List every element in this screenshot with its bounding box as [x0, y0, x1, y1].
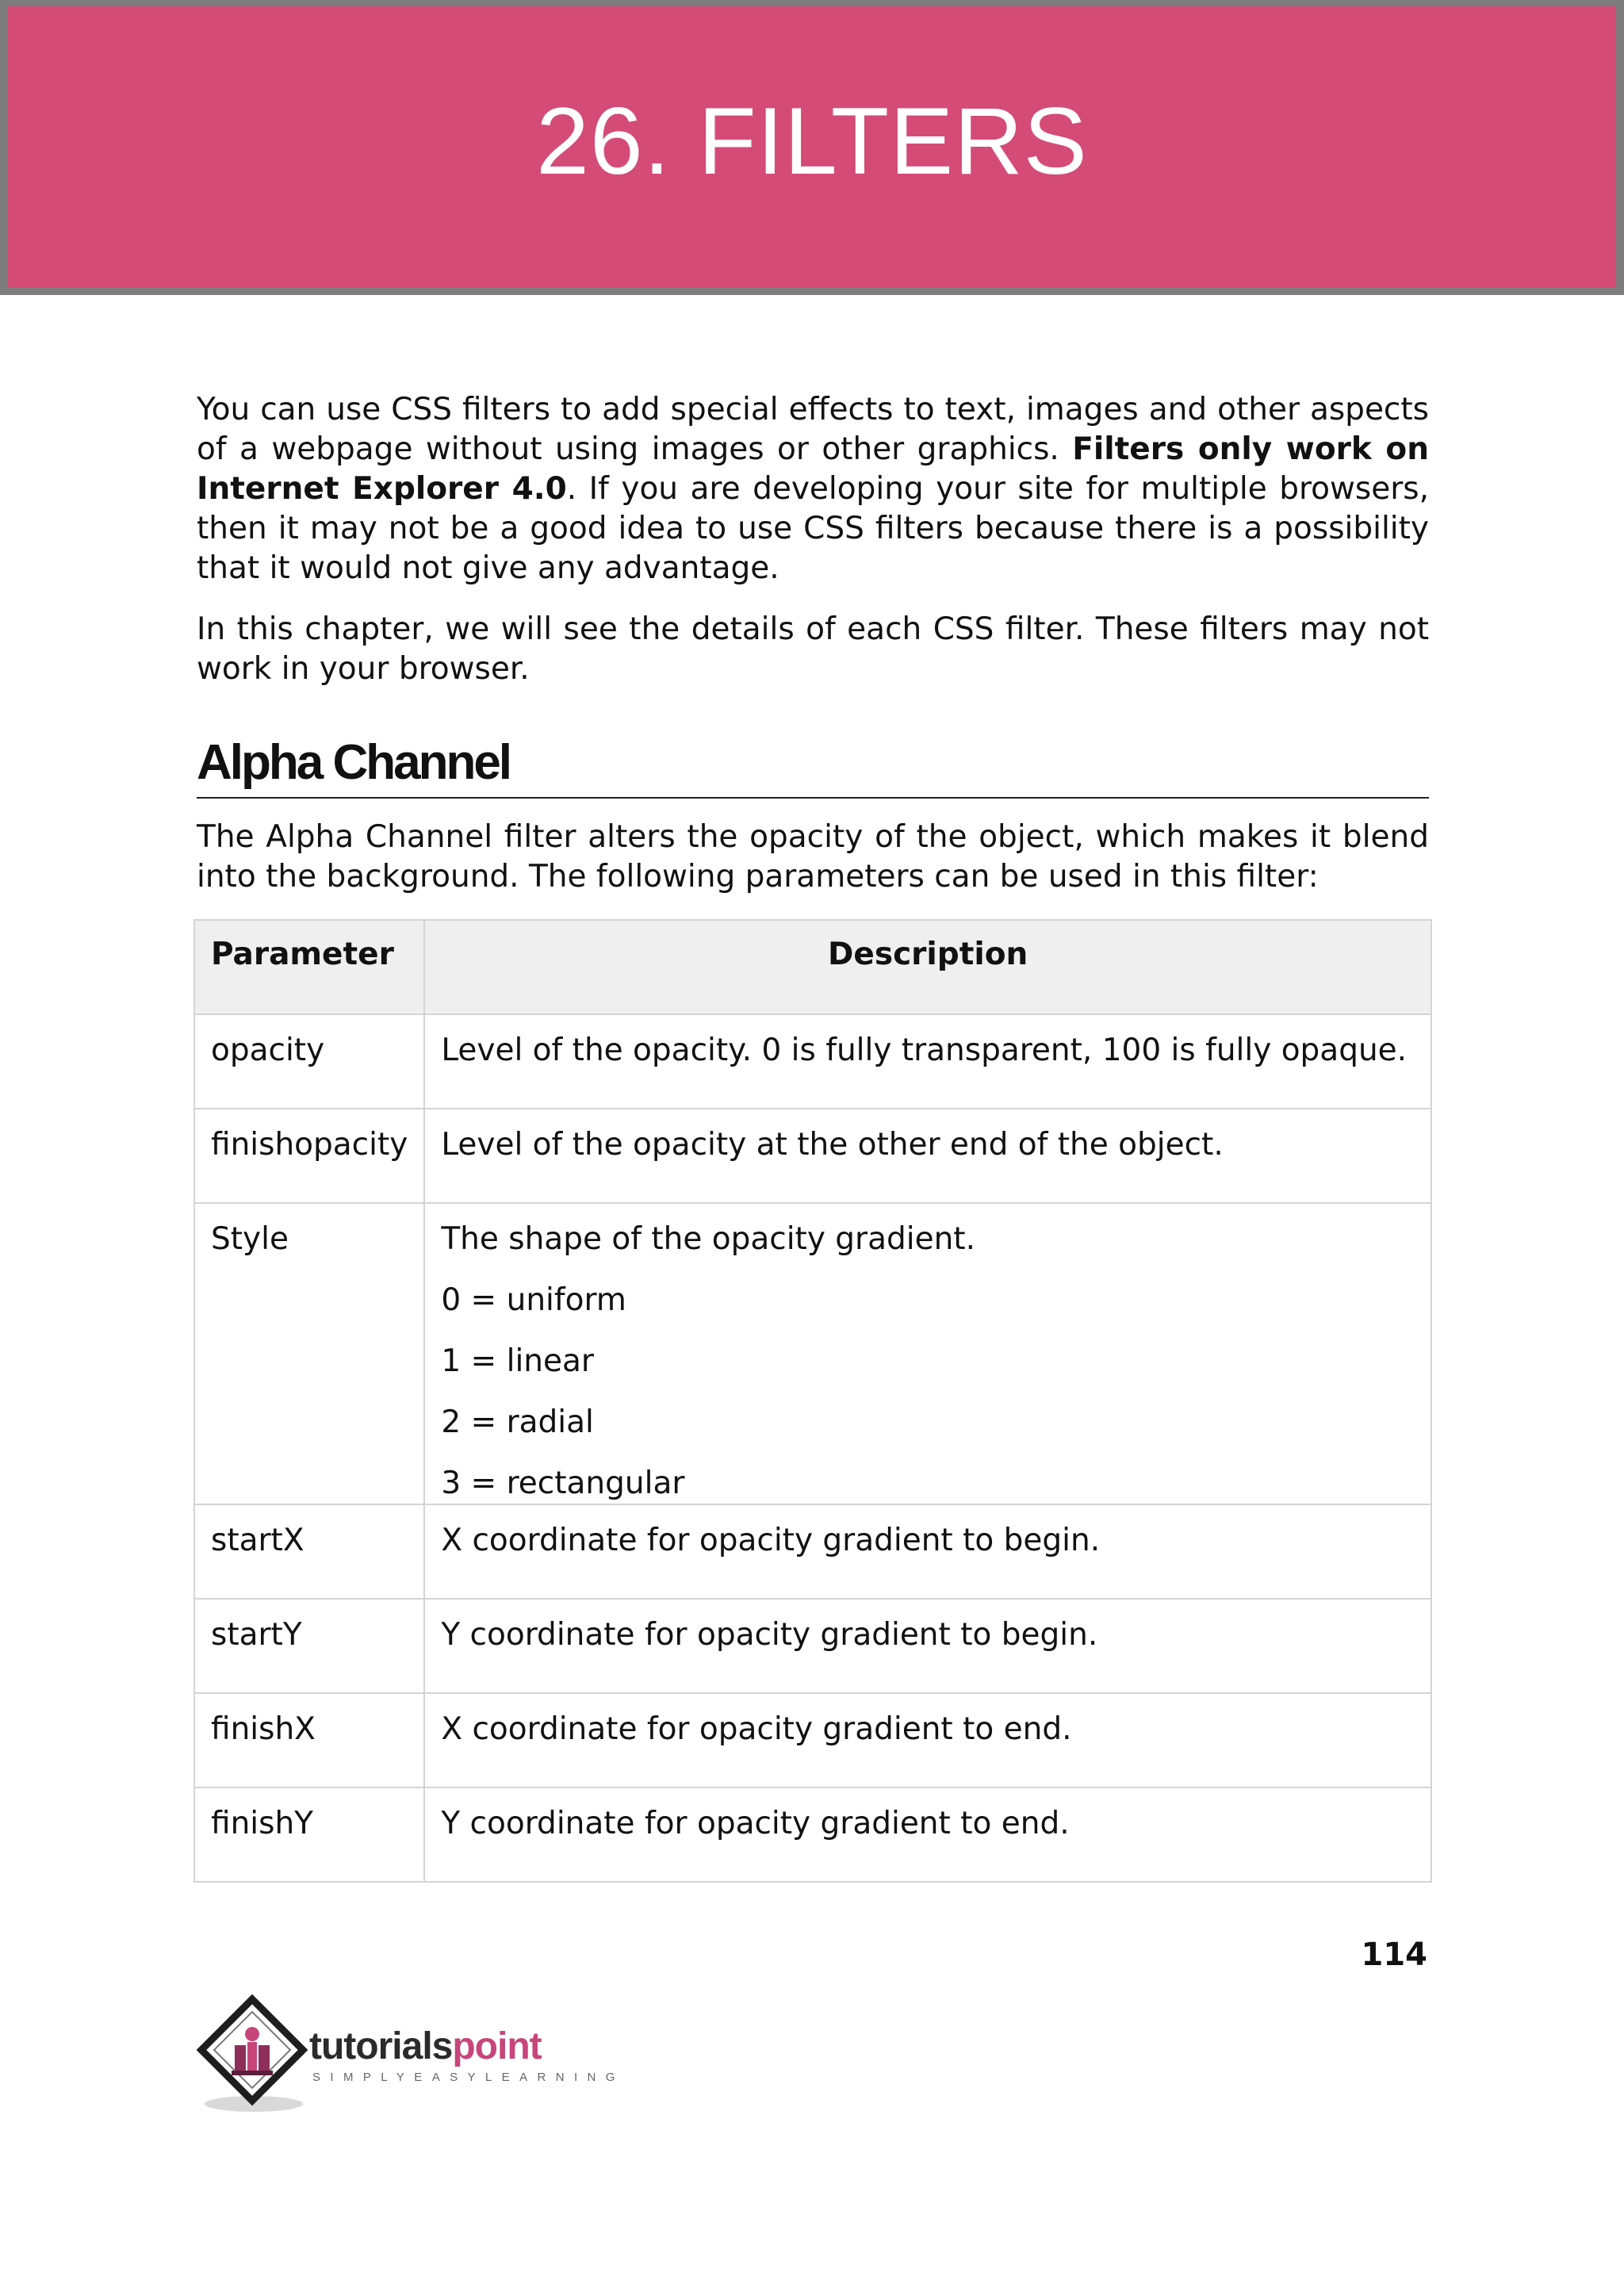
alpha-channel-description: The Alpha Channel filter alters the opacity of the object, which makes it blend into the background. The following parameters can be used in this filter:	[197, 819, 1429, 895]
tutorialspoint-logo	[197, 1994, 625, 2113]
logo-emblem-icon	[197, 1994, 308, 2113]
description-cell: Level of the opacity at the other end of the object.	[424, 1109, 1431, 1203]
table-row	[194, 1203, 1431, 1504]
table-header-row	[194, 920, 1431, 1014]
description-cell: X coordinate for opacity gradient to end.	[424, 1693, 1431, 1787]
intro-bold-note: Filters only work on Internet Explorer 4.0	[197, 431, 1429, 507]
intro-paragraph-1	[197, 390, 1429, 588]
parameter-cell: startX	[194, 1504, 424, 1599]
intro-text-2: . If you are developing your site for multiple browsers, then it may not be a good idea to use CSS filters because there is a possibility that it would not give any advantage.	[197, 471, 1429, 586]
description-cell	[424, 1203, 1431, 1504]
logo-tagline: SIMPLYEASYLEARNING	[312, 2071, 625, 2084]
intro-text-1: You can use CSS filters to add special effects to text, images and other aspects of a webpage without using images or other graphics.	[197, 392, 1429, 467]
description-text: The shape of the opacity gradient.	[441, 1221, 975, 1257]
page-content	[197, 390, 1429, 1883]
parameter-cell: opacity	[194, 1014, 424, 1109]
table-row	[194, 1014, 1431, 1109]
description-cell: Y coordinate for opacity gradient to begin.	[424, 1599, 1431, 1693]
table-row	[194, 1504, 1431, 1599]
chapter-title: 26. FILTERS	[536, 88, 1088, 194]
style-option: 3 = rectangular	[441, 1466, 685, 1501]
description-cell: Y coordinate for opacity gradient to end.	[424, 1787, 1431, 1882]
parameter-cell: finishX	[194, 1693, 424, 1787]
header-description: Description	[424, 920, 1431, 1014]
intro-paragraph-2: In this chapter, we will see the details of each CSS filter. These filters may not work in your browser.	[197, 611, 1429, 687]
parameters-table	[193, 919, 1432, 1883]
page-number: 114	[1361, 1937, 1427, 1973]
header-parameter: Parameter	[194, 920, 424, 1014]
section-heading-alpha-channel: Alpha Channel	[197, 735, 1429, 799]
table-row	[194, 1599, 1431, 1693]
logo-word-point: point	[452, 2025, 542, 2067]
description-cell: X coordinate for opacity gradient to begin.	[424, 1504, 1431, 1599]
parameter-cell: startY	[194, 1599, 424, 1693]
style-option: 0 = uniform	[441, 1282, 626, 1318]
style-option: 1 = linear	[441, 1343, 594, 1379]
parameter-cell: finishY	[194, 1787, 424, 1882]
logo-word-tutorials: tutorials	[309, 2025, 453, 2067]
parameter-cell: Style	[194, 1203, 424, 1504]
logo-wordmark	[309, 2025, 542, 2069]
table-row	[194, 1109, 1431, 1203]
parameter-cell: finishopacity	[194, 1109, 424, 1203]
table-row	[194, 1693, 1431, 1787]
description-cell: Level of the opacity. 0 is fully transparent, 100 is fully opaque.	[424, 1014, 1431, 1109]
style-option: 2 = radial	[441, 1404, 594, 1440]
table-row	[194, 1787, 1431, 1882]
